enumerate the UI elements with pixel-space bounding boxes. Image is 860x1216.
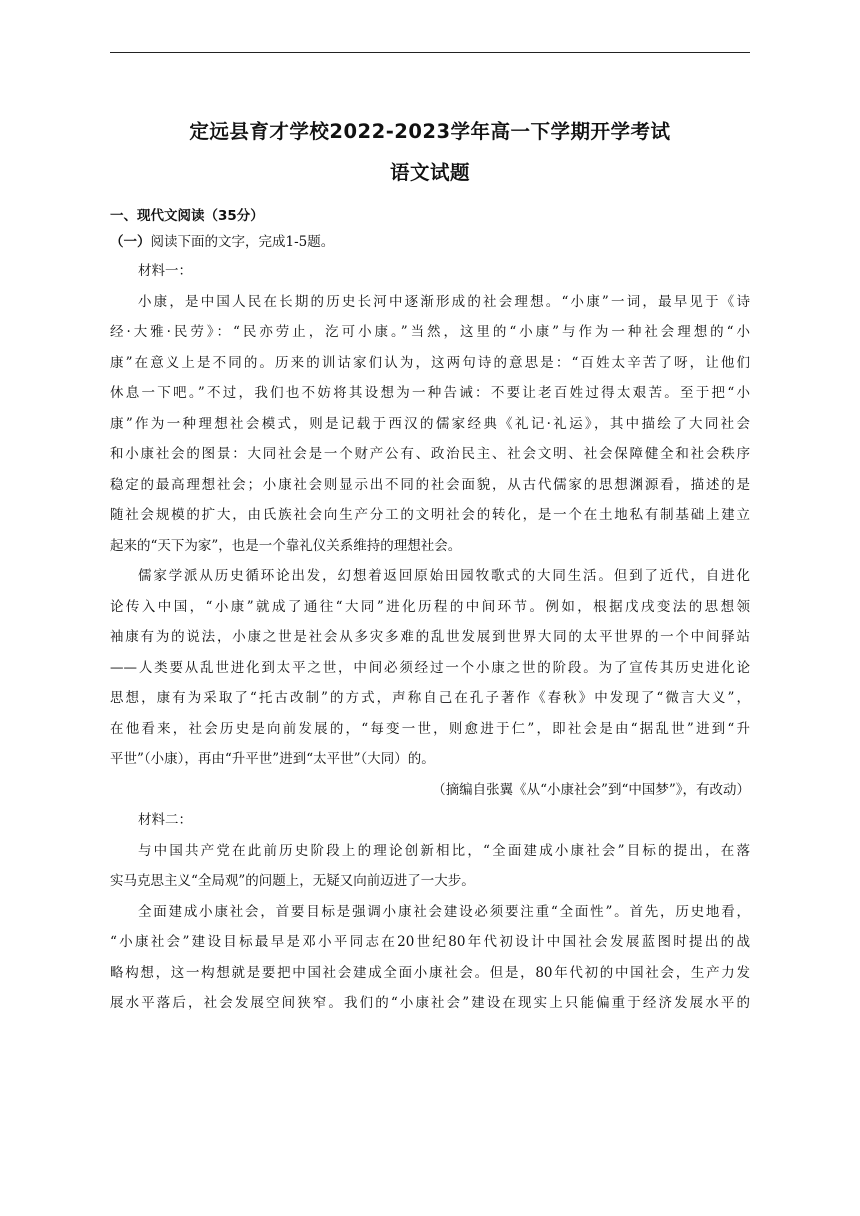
header-rule bbox=[110, 52, 750, 53]
paragraph-line: 展水平落后，社会发展空间狭窄。我们的“小康社会”建设在现实上只能偏重于经济发展水平的 bbox=[110, 995, 750, 1011]
paragraph-line: 经·大雅·民劳》：“民亦劳止，汔可小康。”当然，这里的“小康”与作为一种社会理想的“小 bbox=[110, 324, 750, 340]
paragraph-line: 平世”（小康），再由“升平世”进到“太平世”（大同）的。 bbox=[110, 751, 435, 767]
paragraph-line: 儒家学派从历史循环论出发，幻想着返回原始田园牧歌式的大同生活。但到了近代，自进化 bbox=[138, 568, 750, 584]
instruction-number: （一） bbox=[110, 234, 151, 250]
material-two-label: 材料二： bbox=[138, 812, 192, 828]
paragraph-line: 思想，康有为采取了“托古改制”的方式，声称自己在孔子著作《春秋》中发现了“微言大义”， bbox=[110, 690, 750, 706]
paragraph-line: 稳定的最高理想社会；小康社会则显示出不同的社会面貌，从古代儒家的思想渊源看，描述的是 bbox=[110, 476, 750, 493]
paragraph-line: ——人类要从乱世进化到太平之世，中间必须经过一个小康之世的阶段。为了宣传其历史进化论 bbox=[110, 659, 750, 676]
section-heading: 一、现代文阅读（35分） bbox=[110, 208, 264, 224]
paragraph-line: “小康社会”建设目标最早是邓小平同志在20世纪80年代初设计中国社会发展蓝图时提出的战 bbox=[110, 934, 750, 950]
paragraph-line: 随社会规模的扩大，由氏族社会向生产分工的文明社会的转化，是一个在土地私有制基础上建立 bbox=[110, 507, 750, 523]
material-one-source: （摘编自张翼《从“小康社会”到“中国梦”》，有改动） bbox=[432, 781, 750, 798]
exam-subtitle: 语文试题 bbox=[389, 161, 470, 184]
paragraph-line: 康”作为一种理想社会模式，则是记载于西汉的儒家经典《礼记·礼运》，其中描绘了大同社会 bbox=[110, 415, 750, 432]
paragraph-line: 与中国共产党在此前历史阶段上的理论创新相比，“全面建成小康社会”目标的提出，在落 bbox=[138, 842, 750, 859]
paragraph-line: 在他看来，社会历史是向前发展的，“每变一世，则愈进于仁”，即社会是由“据乱世”进到“升 bbox=[110, 720, 750, 737]
paragraph-line: 和小康社会的图景：大同社会是一个财产公有、政治民主、社会文明、社会保障健全和社会秩序 bbox=[110, 446, 750, 462]
paragraph-line: 休息一下吧。”不过，我们也不妨将其设想为一种告诫：不要让老百姓过得太艰苦。至于把“小 bbox=[110, 385, 750, 401]
paragraph-line: 实马克思主义“全局观”的问题上，无疑又向前迈进了一大步。 bbox=[110, 873, 475, 889]
paragraph-line: 袖康有为的说法，小康之世是社会从多灾多难的乱世发展到世界大同的太平世界的一个中间驿站 bbox=[110, 629, 750, 645]
paragraph-line: 康”在意义上是不同的。历来的训诂家们认为，这两句诗的意思是：“百姓太辛苦了呀，让他们 bbox=[110, 354, 750, 371]
material-one bbox=[110, 256, 750, 1019]
paragraph-line: 小康，是中国人民在长期的历史长河中逐渐形成的社会理想。“小康”一词，最早见于《诗 bbox=[138, 293, 750, 310]
material-one-label: 材料一： bbox=[138, 263, 192, 279]
paragraph-line: 起来的“天下为家”，也是一个靠礼仪关系维持的理想社会。 bbox=[110, 537, 462, 554]
paragraph-line: 全面建成小康社会，首要目标是强调小康社会建设必须要注重“全面性”。首先，历史地看， bbox=[138, 903, 750, 920]
exam-title: 定远县育才学校2022-2023学年高一下学期开学考试 bbox=[189, 120, 671, 143]
paragraph-line: 略构想，这一构想就是要把中国社会建成全面小康社会。但是，80年代初的中国社会，生产力发 bbox=[110, 964, 750, 981]
paragraph-line: 论传入中国，“小康”就成了通往“大同”进化历程的中间环节。例如，根据戊戌变法的思想领 bbox=[110, 598, 750, 615]
reading-instruction bbox=[110, 230, 334, 250]
instruction-text: 阅读下面的文字，完成1-5题。 bbox=[150, 234, 335, 250]
